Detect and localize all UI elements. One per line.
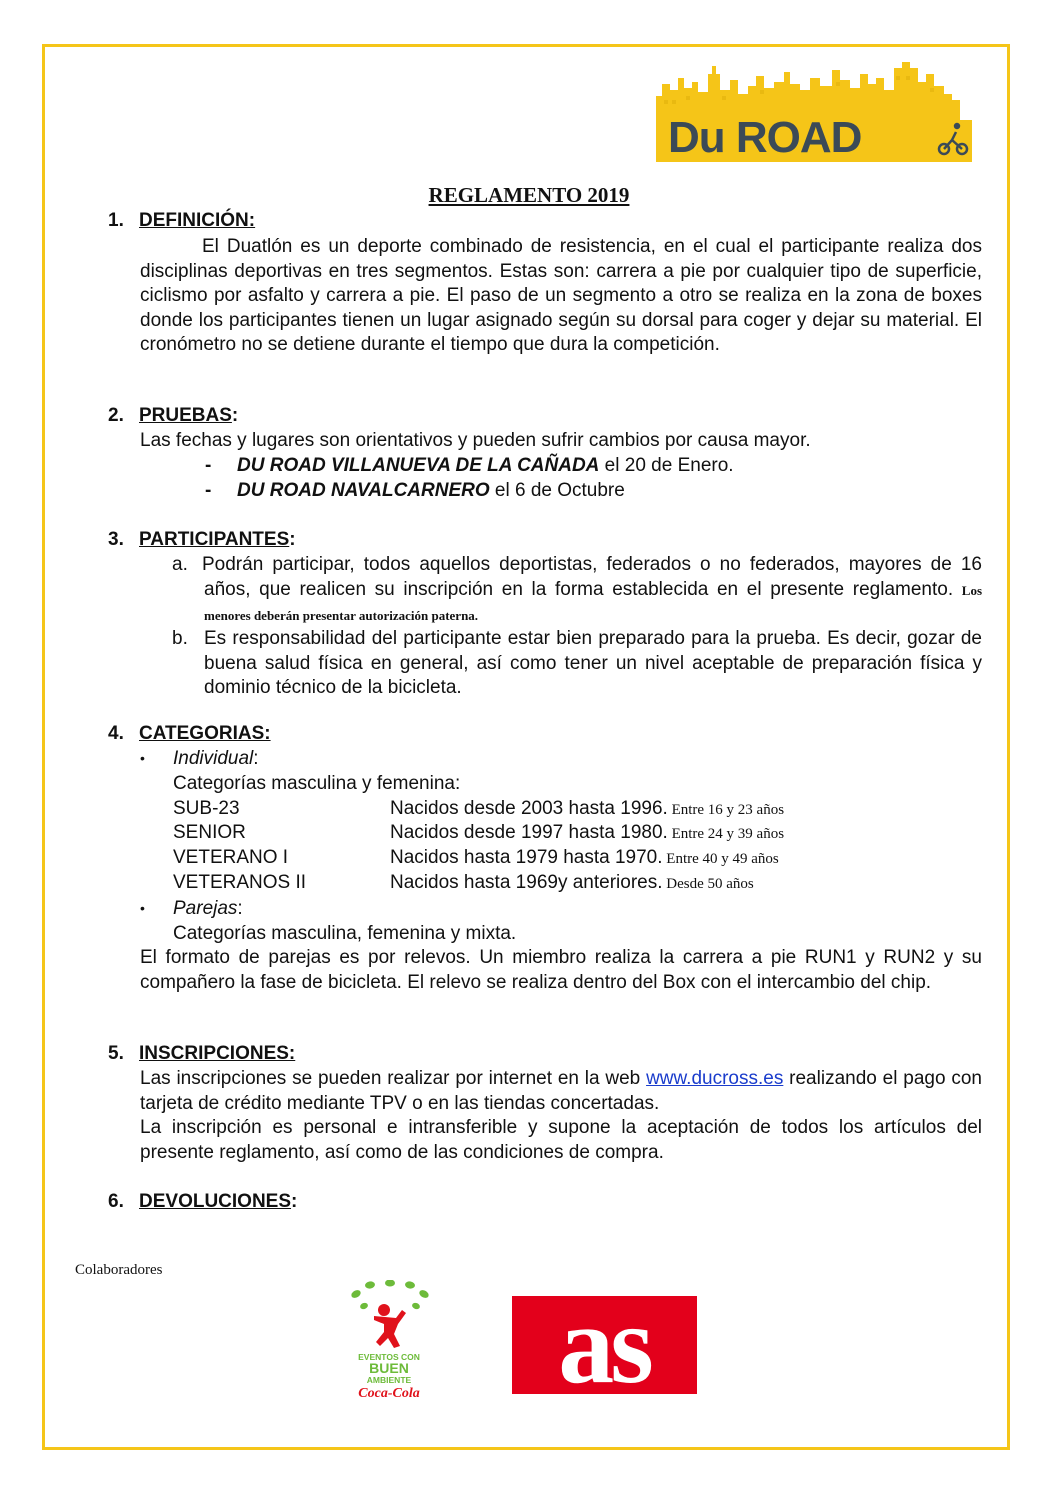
event-date: el 6 de Octubre bbox=[489, 480, 625, 501]
range-text: Nacidos desde 2003 hasta 1996. bbox=[390, 798, 668, 819]
category-range bbox=[390, 797, 784, 822]
parejas-label-row bbox=[173, 897, 243, 921]
parejas-paragraph: El formato de parejas es por relevos. Un miembro realiza la carrera a pie RUN1 y RUN2 y su compañero la fase de bicicleta. El relevo se realiza dentro del Box con el intercambio del chip. bbox=[140, 947, 982, 993]
person-icon bbox=[374, 1304, 406, 1348]
svg-text:Coca-Cola: Coca-Cola bbox=[358, 1386, 420, 1400]
section-devoluciones-heading bbox=[108, 1190, 297, 1214]
section-number: 2. bbox=[108, 405, 124, 426]
age-note: Desde 50 años bbox=[662, 876, 754, 892]
inscripciones-paragraph-2: La inscripción es personal e intransferible y supone la aceptación de todos los artículos del presente reglamento, así como de las condiciones de compra. bbox=[140, 1117, 982, 1163]
section-colon: : bbox=[291, 1191, 298, 1212]
section-number: 4. bbox=[108, 723, 124, 744]
age-note: Entre 40 y 49 años bbox=[662, 851, 779, 867]
dash-bullet: - bbox=[205, 455, 212, 476]
item-letter-a: a. bbox=[172, 554, 188, 575]
participantes-item-a bbox=[204, 553, 982, 629]
svg-text:Du ROAD: Du ROAD bbox=[668, 113, 862, 162]
section-number: 5. bbox=[108, 1043, 124, 1064]
category-name: VETERANOS II bbox=[173, 872, 307, 893]
pruebas-intro: Las fechas y lugares son orientativos y pueden sufrir cambios por causa mayor. bbox=[140, 430, 811, 451]
section-categorias-heading bbox=[108, 722, 271, 746]
item-a-note: Los menores deberán presentar autorización paterna. bbox=[204, 582, 983, 624]
category-name: VETERANO I bbox=[173, 847, 289, 868]
parejas-label: Parejas bbox=[173, 898, 238, 919]
document-title: REGLAMENTO 2019 bbox=[428, 183, 630, 207]
section-title: INSCRIPCIONES: bbox=[139, 1043, 296, 1064]
category-range bbox=[390, 846, 779, 871]
section-title: CATEGORIAS: bbox=[139, 723, 271, 744]
dash-bullet: - bbox=[205, 480, 212, 501]
individual-intro: Categorías masculina y femenina: bbox=[173, 773, 461, 794]
inscripciones-text-after: realizando el pago con tarjeta de crédito mediante TPV o en las tiendas concertadas. bbox=[140, 1068, 982, 1114]
as-logo bbox=[512, 1296, 697, 1394]
event-name: DU ROAD NAVALCARNERO bbox=[237, 480, 490, 501]
eventos-buen-ambiente-logo bbox=[344, 1280, 434, 1400]
svg-text:AMBIENTE: AMBIENTE bbox=[366, 1375, 412, 1385]
bullet-icon: • bbox=[140, 750, 145, 766]
range-text: Nacidos hasta 1979 hasta 1970. bbox=[390, 847, 663, 868]
ducross-link[interactable]: www.ducross.es bbox=[646, 1068, 784, 1089]
section-colon: : bbox=[231, 405, 239, 426]
item-a-text: Podrán participar, todos aquellos deportistas, federados o no federados, mayores de 16 años, que realicen su inscripción en la forma establecida en el presente reglamento. bbox=[202, 554, 982, 600]
definicion-paragraph: El Duatlón es un deporte combinado de resistencia, en el cual el participante realiza dos disciplinas deportivas en tres segmentos. Estas son: carrera a pie por cualquier tipo de superficie, ciclismo por asfalto y carrera a pie. El paso de un segmento a otro se realiza en la zona de boxes donde los participantes tienen un lugar asignado según su dorsal para coger y dejar su material. El cronómetro no se detiene durante el tiempo que dura la competición. bbox=[140, 236, 982, 356]
label-colon: : bbox=[253, 748, 259, 769]
inscripciones-text-before: Las inscripciones se pueden realizar por internet en la web bbox=[140, 1068, 647, 1089]
svg-text:as: as bbox=[558, 1296, 650, 1394]
svg-text:EVENTOS CON: EVENTOS CON bbox=[358, 1352, 420, 1362]
section-definicion-heading bbox=[108, 209, 255, 233]
individual-label-row bbox=[173, 747, 259, 771]
section-number: 6. bbox=[108, 1191, 124, 1212]
colaboradores-label: Colaboradores bbox=[75, 1262, 163, 1278]
du-road-logo bbox=[656, 60, 978, 162]
category-name: SENIOR bbox=[173, 822, 246, 843]
svg-text:BUEN: BUEN bbox=[369, 1360, 409, 1376]
section-participantes-heading bbox=[108, 528, 296, 552]
label-colon: : bbox=[237, 898, 243, 919]
event-item bbox=[205, 454, 734, 478]
event-date: el 20 de Enero. bbox=[599, 455, 734, 476]
range-text: Nacidos hasta 1969y anteriores. bbox=[390, 872, 663, 893]
event-item bbox=[205, 479, 625, 503]
section-pruebas-heading bbox=[108, 404, 238, 428]
section-title: DEVOLUCIONES bbox=[139, 1191, 292, 1212]
category-range bbox=[390, 821, 784, 846]
section-number: 1. bbox=[108, 210, 124, 231]
section-inscripciones-heading bbox=[108, 1042, 295, 1066]
section-colon: : bbox=[289, 529, 296, 550]
age-note: Entre 16 y 23 años bbox=[667, 802, 785, 818]
category-name: SUB-23 bbox=[173, 798, 240, 819]
bullet-icon: • bbox=[140, 900, 145, 916]
item-letter-b: b. bbox=[172, 628, 188, 649]
individual-label: Individual bbox=[173, 748, 254, 769]
category-range bbox=[390, 871, 754, 896]
parejas-intro: Categorías masculina, femenina y mixta. bbox=[173, 923, 517, 944]
inscripciones-paragraph-1 bbox=[140, 1067, 982, 1116]
range-text: Nacidos desde 1997 hasta 1980. bbox=[390, 822, 668, 843]
leaf-icon bbox=[350, 1280, 430, 1310]
event-name: DU ROAD VILLANUEVA DE LA CAÑADA bbox=[237, 455, 600, 476]
age-note: Entre 24 y 39 años bbox=[667, 826, 785, 842]
participantes-item-b: Es responsabilidad del participante estar bien preparado para la prueba. Es decir, gozar de buena salud física en general, así como tener un nivel aceptable de preparación física y dominio técnico de la bicicleta. bbox=[204, 628, 982, 699]
section-title: PARTICIPANTES bbox=[139, 529, 290, 550]
section-title: PRUEBAS bbox=[139, 405, 232, 426]
section-number: 3. bbox=[108, 529, 124, 550]
section-title: DEFINICIÓN: bbox=[139, 210, 256, 231]
